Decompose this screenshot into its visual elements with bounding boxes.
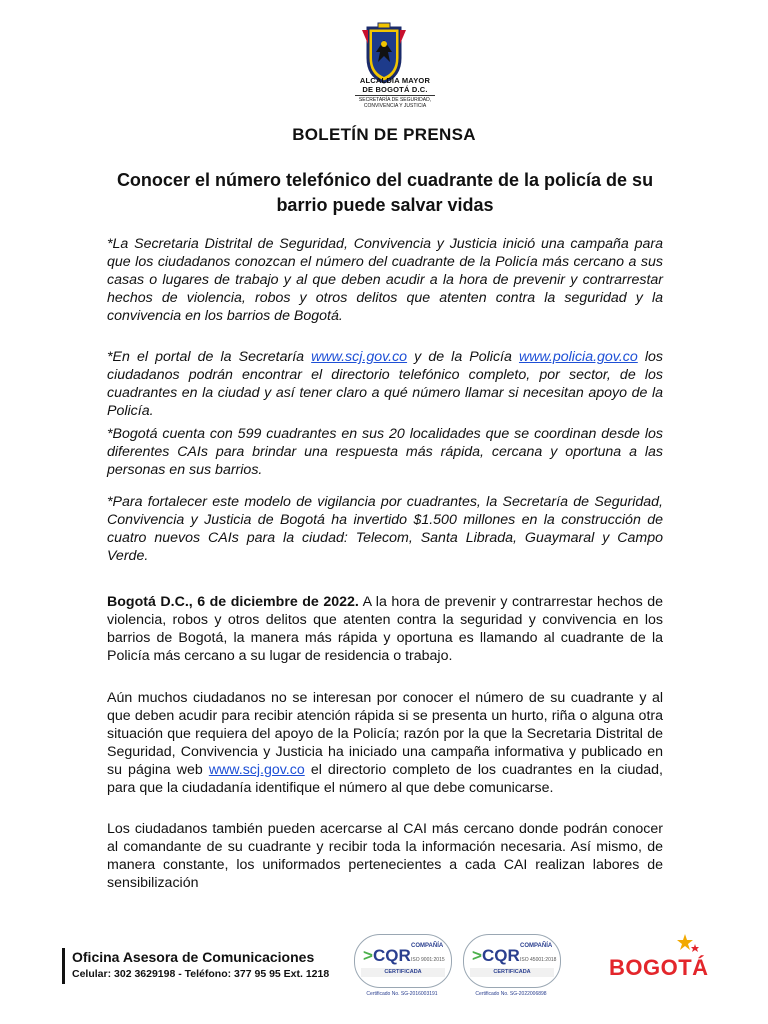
cqr-logo: >CQR — [472, 946, 520, 965]
cqr-logo: >CQR — [363, 946, 411, 965]
summary-bullet-2 — [107, 348, 663, 420]
entity-line-2: DE BOGOTÁ D.C. — [362, 85, 428, 94]
body-paragraph-2-suffix: el directorio completo de los cuadrantes en la ciudad, para que la ciudadanía identifique el número al que debe comunicarse. — [107, 762, 663, 796]
cert-number-2: Certificado No. SG-2022006898 — [475, 991, 547, 997]
dateline: Bogotá D.C., 6 de diciembre de 2022. — [107, 594, 359, 610]
bullet-2-prefix: *En el portal de la Secretaría — [107, 349, 312, 365]
certification-badge-1 — [354, 934, 452, 988]
body-paragraph-2 — [107, 689, 663, 797]
body-paragraph-2-prefix: Aún muchos ciudadanos no se interesan por conocer el número de su cuadrante y al que deben acudir para recibir atención rápida si se presenta un hurto, riña o alguna otra situación que requiera del apoyo de la Policía; razón por la que la Secretaria Distrital de Seguridad, Convivencia y Justicia ha iniciado una campaña informativa y publicado en su página web — [107, 690, 663, 778]
summary-bullet-3: *Bogotá cuenta con 599 cuadrantes en sus 20 localidades que se coordinan desde los diferentes CAIs para brindar una respuesta más rápida, cercana y oportuna a las personas en sus barrios. — [107, 426, 663, 478]
cert-iso: ISO 45001:2018 — [520, 957, 557, 963]
entity-name-block — [340, 76, 450, 109]
cert-company: COMPAÑÍA — [520, 943, 553, 949]
footer — [0, 920, 768, 1024]
bullet-2-mid: y de la Policía — [407, 349, 519, 365]
bogota-logo: BOGOTÁ — [609, 955, 709, 980]
scj-link-body[interactable]: www.scj.gov.co — [208, 762, 305, 778]
bullet-2-suffix: los ciudadanos podrán encontrar el directorio telefónico completo, por sector, de los cuadrantes en la ciudad y así tener claro a qué número llamar si necesitan apoyo de la Policía. — [107, 349, 663, 419]
footer-accent-bar — [62, 948, 65, 984]
headline: Conocer el número telefónico del cuadrante de la policía de su barrio puede salvar vidas — [116, 170, 654, 215]
summary-bullet-1: *La Secretaria Distrital de Seguridad, Convivencia y Justicia inició una campaña para que los ciudadanos conozcan el número del cuadrante de la Policía más cercano a sus casas o lugares de trabajo y al que deben acudir a la hora de prevenir y contrarrestar hechos de violencia, robos y otros delitos que atenten contra la seguridad y la convivencia en los barrios de Bogotá. — [107, 236, 663, 324]
entity-line-3: SECRETARÍA DE SEGURIDAD, — [358, 97, 432, 103]
office-contact: Celular: 302 3629198 - Teléfono: 377 95 95 Ext. 1218 — [72, 968, 330, 980]
office-name: Oficina Asesora de Comunicaciones — [72, 949, 315, 965]
summary-bullet-4: *Para fortalecer este modelo de vigilancia por cuadrantes, la Secretaría de Seguridad, Convivencia y Justicia de Bogotá ha invertido $1.500 millones en la construcción de cuatro nuevos CAIs para la ciudad: Telecom, Santa Librada, Guaymaral y Campo Verde. — [107, 494, 663, 564]
entity-line-4: CONVIVENCIA Y JUSTICIA — [363, 103, 427, 109]
cert-company: COMPAÑÍA — [411, 943, 444, 949]
entity-line-1: ALCALDÍA MAYOR — [359, 76, 431, 85]
entity-divider — [355, 95, 435, 96]
cert-certified: CERTIFICADA — [470, 968, 554, 977]
cert-iso: ISO 9001:2015 — [411, 957, 445, 963]
bulletin-label: BOLETÍN DE PRENSA — [292, 125, 476, 144]
body-paragraph-1-text: A la hora de prevenir y contrarrestar hechos de violencia, robos y otros delitos que atenten contra la seguridad y convivencia en los barrios de Bogotá, la manera más rápida y oportuna es llamando al cuadrante de la Policía más cercano a su lugar de residencia o trabajo. — [107, 594, 663, 664]
policia-link[interactable]: www.policia.gov.co — [518, 349, 638, 365]
scj-link[interactable]: www.scj.gov.co — [311, 349, 408, 365]
cert-certified: CERTIFICADA — [361, 968, 445, 977]
certification-badge-2 — [463, 934, 561, 988]
body-paragraph-3: Los ciudadanos también pueden acercarse al CAI más cercano donde podrán conocer al comandante de su cuadrante y recibir toda la información necesaria. Así mismo, de manera constante, los uniformados pertenecientes a cada CAI realizan labores de sensibilización — [107, 821, 663, 891]
body-paragraph-1 — [107, 593, 663, 665]
cert-number-1: Certificado No. SG-2016003191 — [366, 991, 438, 997]
bogota-coat-of-arms-icon — [354, 22, 414, 84]
